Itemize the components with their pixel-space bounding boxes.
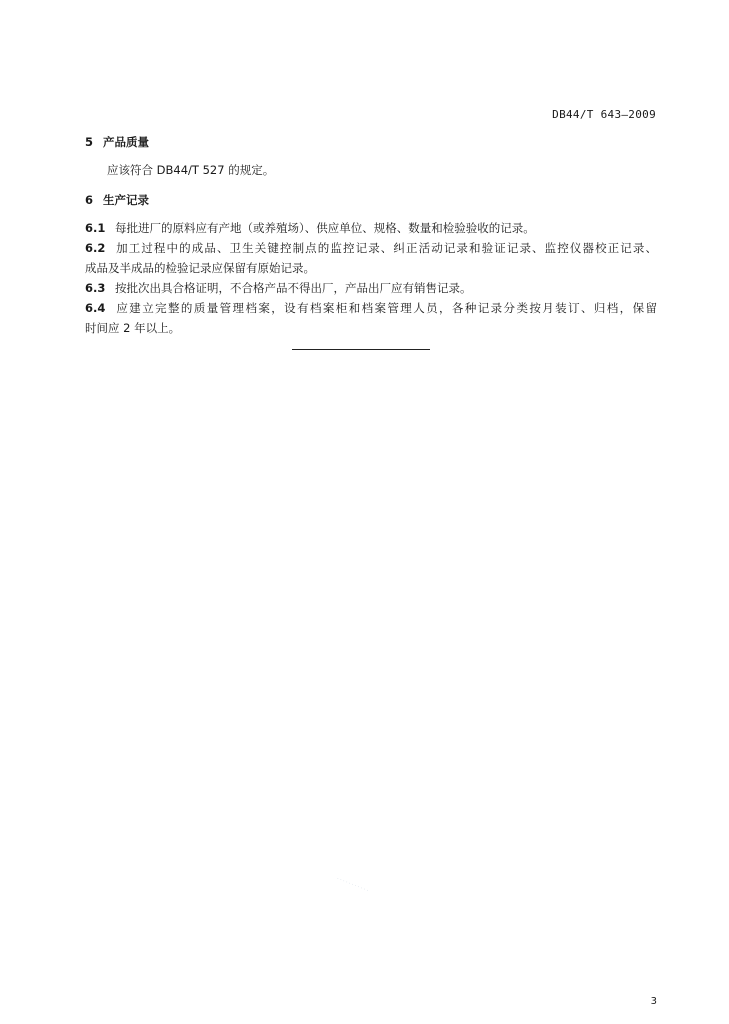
section-6-heading <box>85 192 149 208</box>
faint-watermark: · · · · · · · · · · · <box>335 876 369 895</box>
section-5-title: 产品质量 <box>103 135 149 149</box>
section-5-body: 应该符合 DB44/T 527 的规定。 <box>107 163 275 177</box>
section-5-heading <box>85 134 149 150</box>
clause-6-4-text-line-1: 应建立完整的质量管理档案，设有档案柜和档案管理人员，各种记录分类按月装订、归档，保留 <box>115 301 657 315</box>
clause-6-3-text: 按批次出具合格证明，不合格产品不得出厂，产品出厂应有销售记录。 <box>115 281 472 295</box>
clause-6-1-number: 6.1 <box>85 221 106 235</box>
standard-code: DB44/T 643—2009 <box>552 108 656 121</box>
clause-6-4 <box>85 298 657 338</box>
section-6-number: 6 <box>85 193 94 207</box>
section-6-title: 生产记录 <box>103 193 149 207</box>
clause-6-2-text-line-1: 加工过程中的成品、卫生关键控制点的监控记录、纠正活动记录和验证记录、监控仪器校正记录、 <box>115 241 657 255</box>
clause-6-3-number: 6.3 <box>85 281 106 295</box>
clause-6-2-number: 6.2 <box>85 241 106 255</box>
section-5-number: 5 <box>85 135 94 149</box>
clause-6-4-number: 6.4 <box>85 301 106 315</box>
clause-6-3 <box>85 278 657 298</box>
clause-6-1 <box>85 218 657 238</box>
clause-6-4-text-line-2: 时间应 2 年以上。 <box>85 321 181 335</box>
page-number: 3 <box>650 996 657 1007</box>
clause-6-2-text-line-2: 成品及半成品的检验记录应保留有原始记录。 <box>85 261 315 275</box>
clause-6-2 <box>85 238 657 278</box>
end-of-text-rule <box>292 349 430 350</box>
clause-6-1-text: 每批进厂的原料应有产地（或养殖场）、供应单位、规格、数量和检验验收的记录。 <box>115 221 535 235</box>
